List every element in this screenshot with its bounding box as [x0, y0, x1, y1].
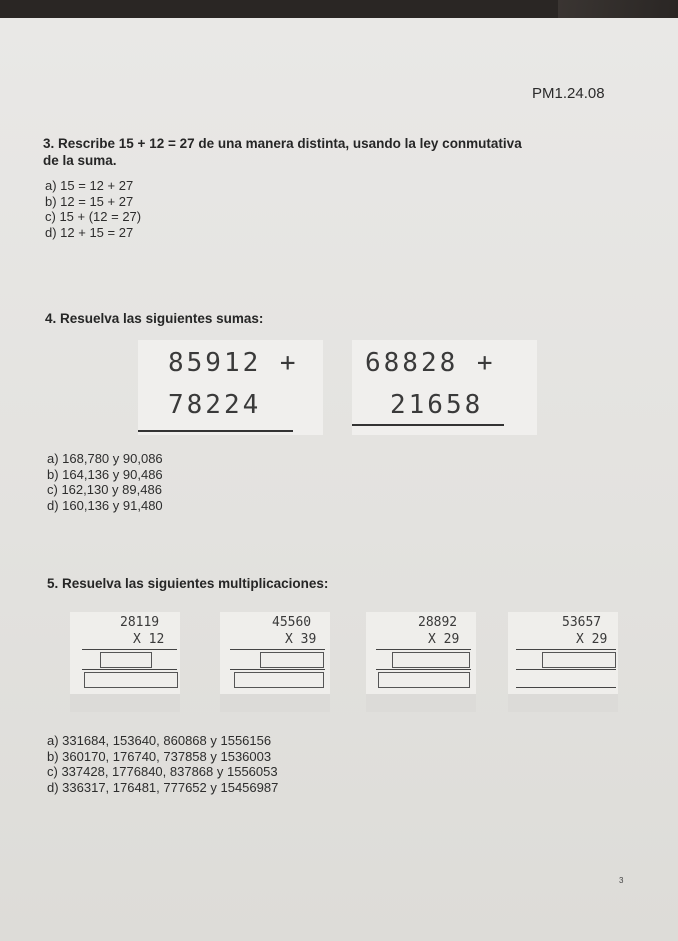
product-2-answer-box[interactable] — [234, 672, 324, 688]
question-3-option-b[interactable]: b) 12 = 15 + 27 — [45, 193, 134, 209]
product-2-line — [230, 649, 325, 650]
page-code: PM1.24.08 — [532, 85, 605, 102]
sum-1 — [138, 340, 323, 435]
product-4-line — [516, 669, 616, 670]
product-3-bottom: X 29 — [428, 632, 460, 647]
product-4-bottom: X 29 — [576, 632, 608, 647]
sum-2-bottom: 21658 — [390, 390, 484, 420]
product-3-top: 28892 — [418, 615, 458, 630]
product-1-bottom: X 12 — [133, 632, 165, 647]
question-4-option-c[interactable]: c) 162,130 y 89,486 — [47, 482, 162, 497]
product-2-answer-box[interactable] — [260, 652, 324, 668]
sum-1-underline — [138, 430, 293, 432]
product-4-answer-box[interactable] — [542, 652, 616, 668]
sum-2-underline — [352, 424, 504, 426]
product-2 — [220, 612, 330, 712]
product-2-base — [220, 694, 330, 712]
question-3-option-d[interactable]: d) 12 + 15 = 27 — [45, 224, 134, 240]
product-3-line — [376, 669, 471, 670]
question-4-options — [47, 451, 163, 513]
question-3-option-a[interactable]: a) 15 = 12 + 27 — [45, 178, 134, 193]
question-4-title: 4. Resuelva las siguientes sumas: — [45, 311, 264, 326]
product-2-line — [230, 669, 325, 670]
product-3-answer-box[interactable] — [392, 652, 470, 668]
worksheet-page — [0, 18, 678, 941]
product-2-top: 45560 — [272, 615, 312, 630]
product-1-answer-box[interactable] — [84, 672, 178, 688]
question-5-option-c[interactable]: c) 337428, 1776840, 837868 y 1556053 — [47, 764, 278, 779]
product-4-top: 53657 — [562, 615, 602, 630]
sum-2 — [352, 340, 537, 435]
question-5-options — [47, 733, 278, 795]
product-3 — [366, 612, 476, 712]
question-4-option-a[interactable]: a) 168,780 y 90,086 — [47, 451, 163, 466]
question-3-title-line1: 3. Rescribe 15 + 12 = 27 de una manera distinta, usando la ley conmutativa — [43, 136, 522, 151]
question-4-option-b[interactable]: b) 164,136 y 90,486 — [47, 466, 163, 482]
product-4-line — [516, 687, 616, 688]
question-5-option-b[interactable]: b) 360170, 176740, 737858 y 1536003 — [47, 748, 272, 764]
question-3-title — [43, 135, 643, 169]
sum-2-top: 68828 + — [365, 348, 496, 378]
product-1-top: 28119 — [120, 615, 160, 630]
sum-1-bottom: 78224 — [168, 390, 262, 420]
sum-1-top: 85912 + — [168, 348, 299, 378]
product-3-base — [366, 694, 476, 712]
question-3-option-c[interactable]: c) 15 + (12 = 27) — [45, 209, 142, 224]
product-2-bottom: X 39 — [285, 632, 317, 647]
product-4-line — [516, 649, 616, 650]
product-3-line — [376, 649, 471, 650]
product-4-base — [508, 694, 618, 712]
product-1-line — [82, 669, 177, 670]
question-5-title: 5. Resuelva las siguientes multiplicaciones: — [47, 576, 329, 591]
product-4 — [508, 612, 618, 712]
question-4-option-d[interactable]: d) 160,136 y 91,480 — [47, 497, 163, 513]
question-5-option-d[interactable]: d) 336317, 176481, 777652 y 15456987 — [47, 779, 279, 795]
product-3-answer-box[interactable] — [378, 672, 470, 688]
product-1 — [70, 612, 180, 712]
product-1-line — [82, 649, 177, 650]
page-number: 3 — [619, 876, 624, 885]
question-3-title-line2: de la suma. — [43, 153, 117, 168]
question-5-option-a[interactable]: a) 331684, 153640, 860868 y 1556156 — [47, 733, 272, 748]
product-1-answer-box[interactable] — [100, 652, 152, 668]
question-3-options — [45, 178, 141, 240]
product-1-base — [70, 694, 180, 712]
